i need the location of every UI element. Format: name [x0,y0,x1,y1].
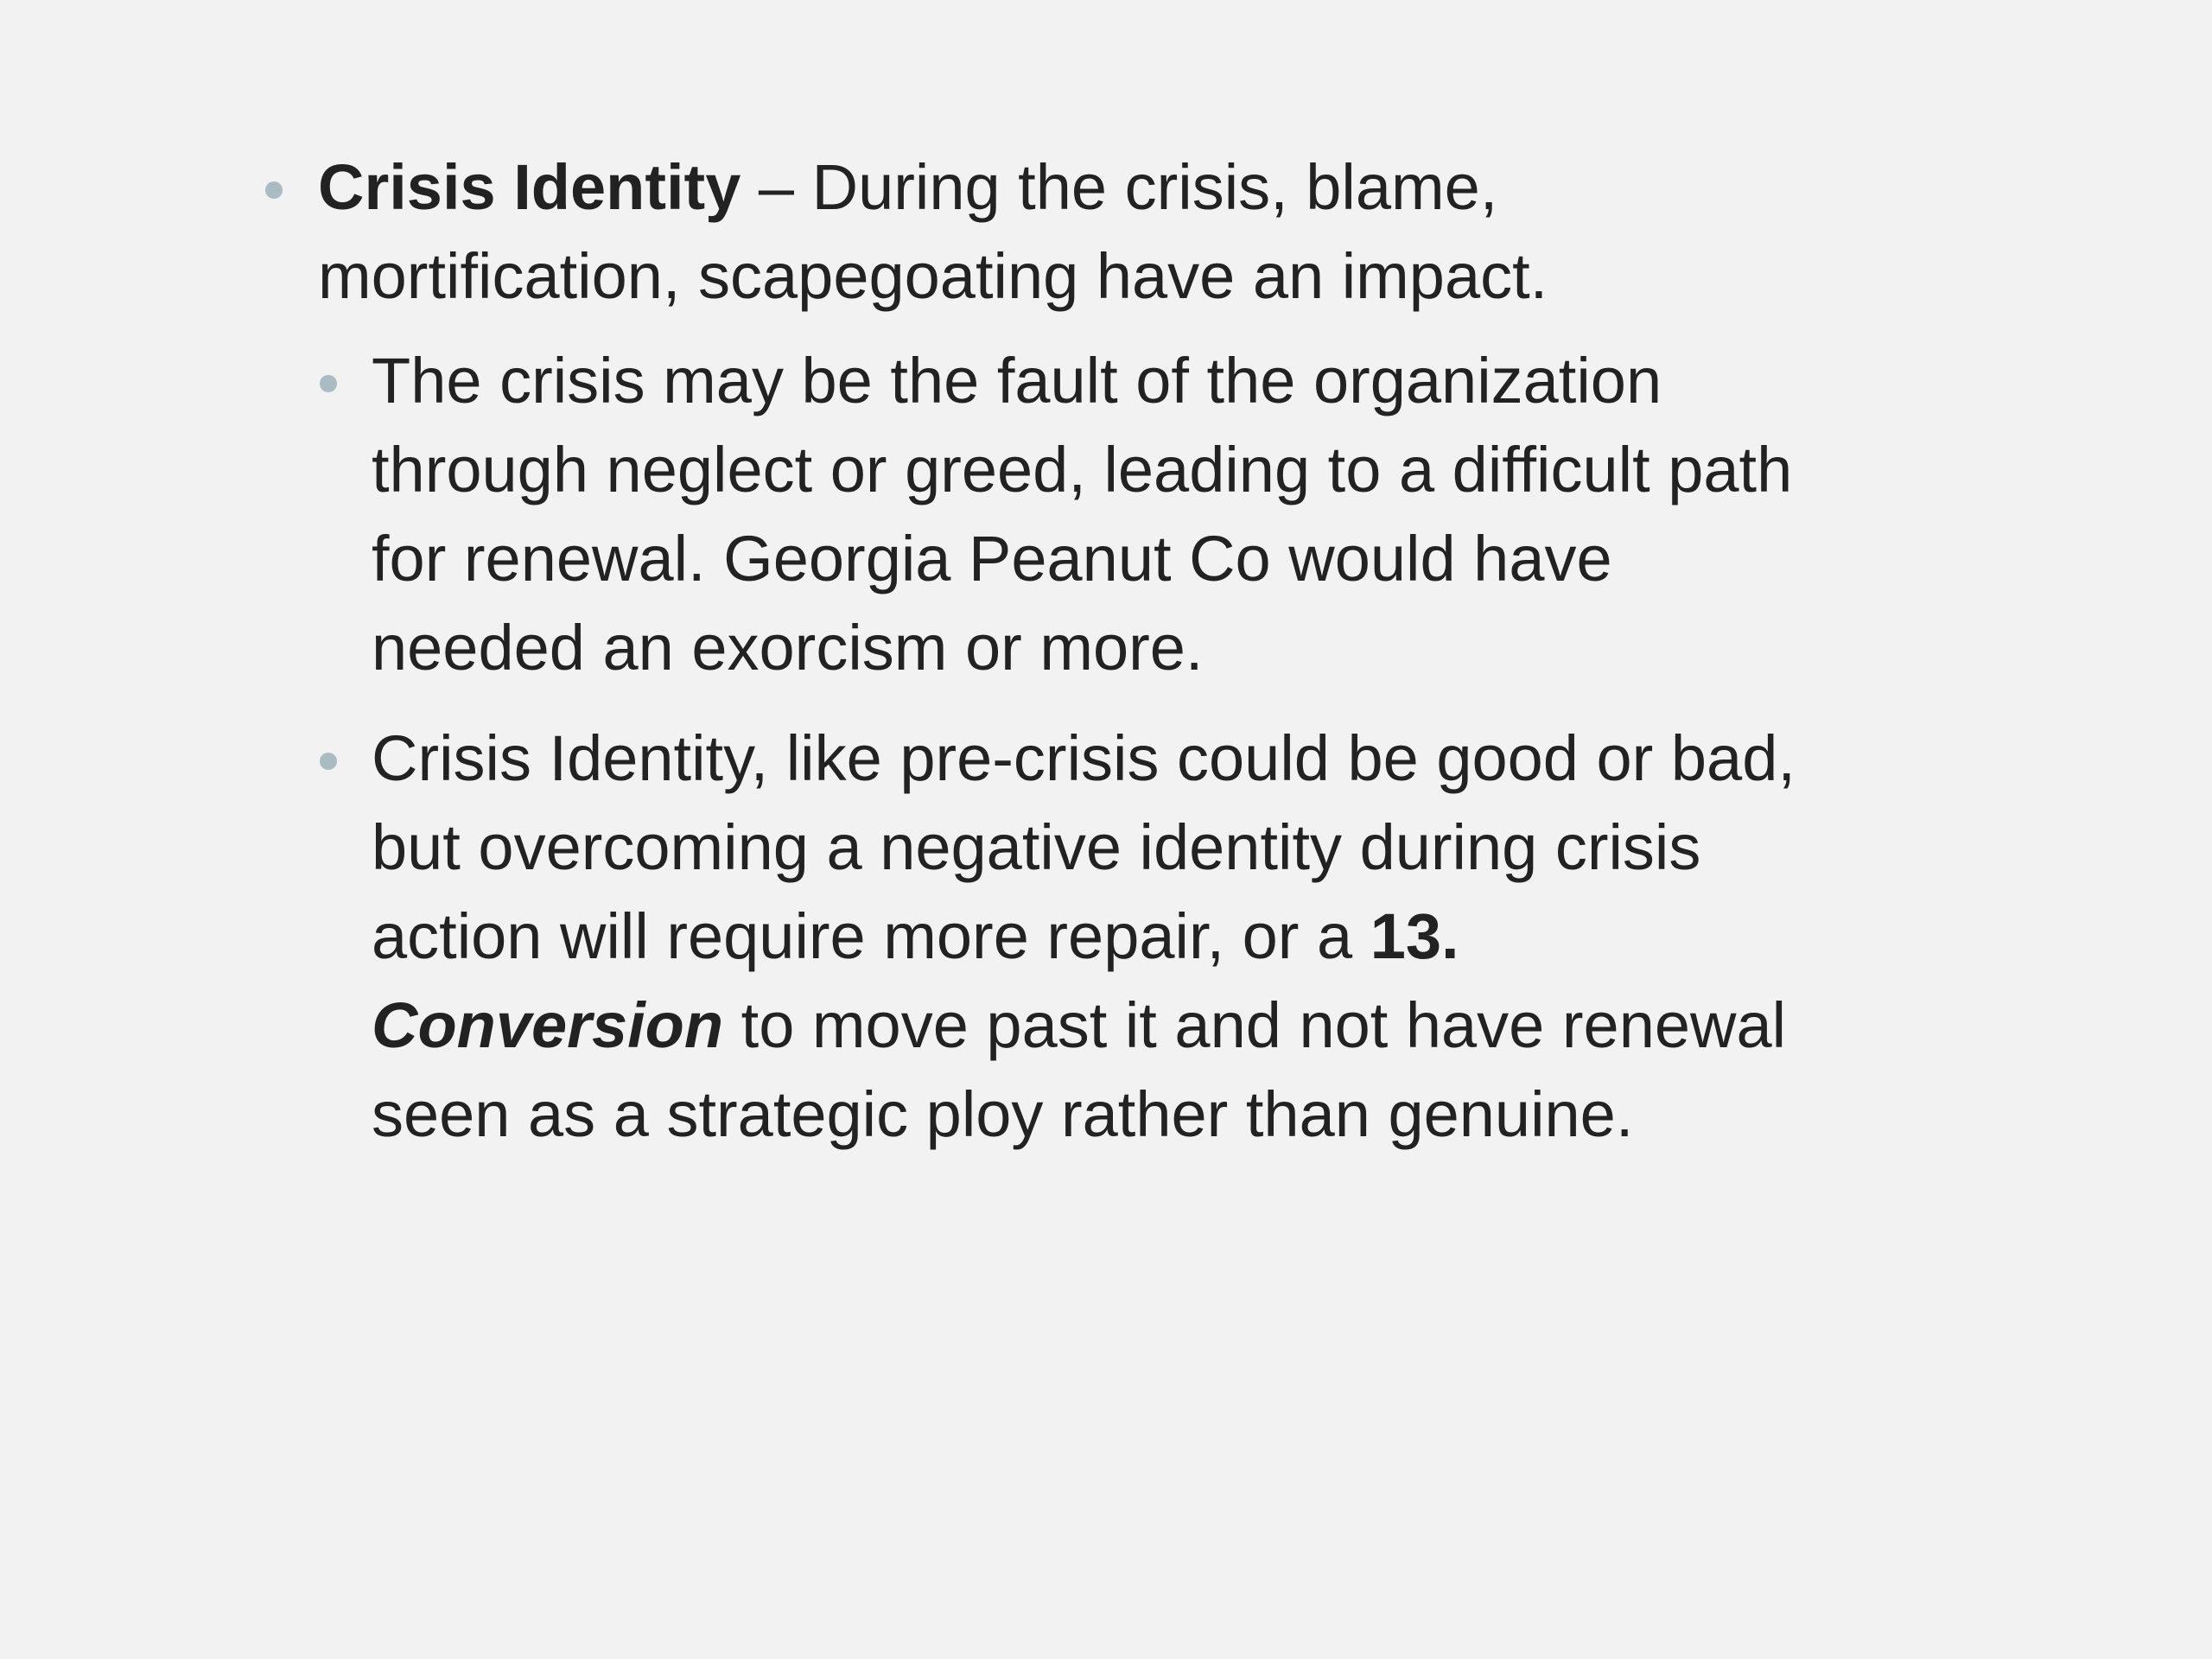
bullet-dot-icon [320,753,337,770]
sub-bullet-fault [259,336,1953,692]
sub-bullet-conversion [259,714,1953,1159]
bullet-dot-icon [320,375,337,392]
bullet-term: Crisis Identity [318,151,741,223]
bullet-list [259,143,1953,1180]
bullet-dot-icon [265,181,283,199]
bullet-text [318,143,1700,321]
bullet-text [372,714,1823,1159]
bullet-body-before: Crisis Identity, like pre-crisis could be good or bad, but overcoming a negative identity during crisis action will require more repair, or a [372,722,1796,972]
bullet-crisis-identity [259,143,1953,321]
bullet-body: – During the crisis, blame, mortification, scapegoating have an impact. [318,151,1548,312]
bullet-body: The crisis may be the fault of the organization through neglect or greed, leading to a difficult path for renewal. Georgia Peanut Co would have needed an exorcism or more. [372,345,1793,683]
bullet-term: Conversion [372,989,724,1061]
bullet-body-after: to move past it and not have renewal seen as a strategic ploy rather than genuine. [372,989,1787,1150]
bullet-number: 13. [1370,900,1459,972]
